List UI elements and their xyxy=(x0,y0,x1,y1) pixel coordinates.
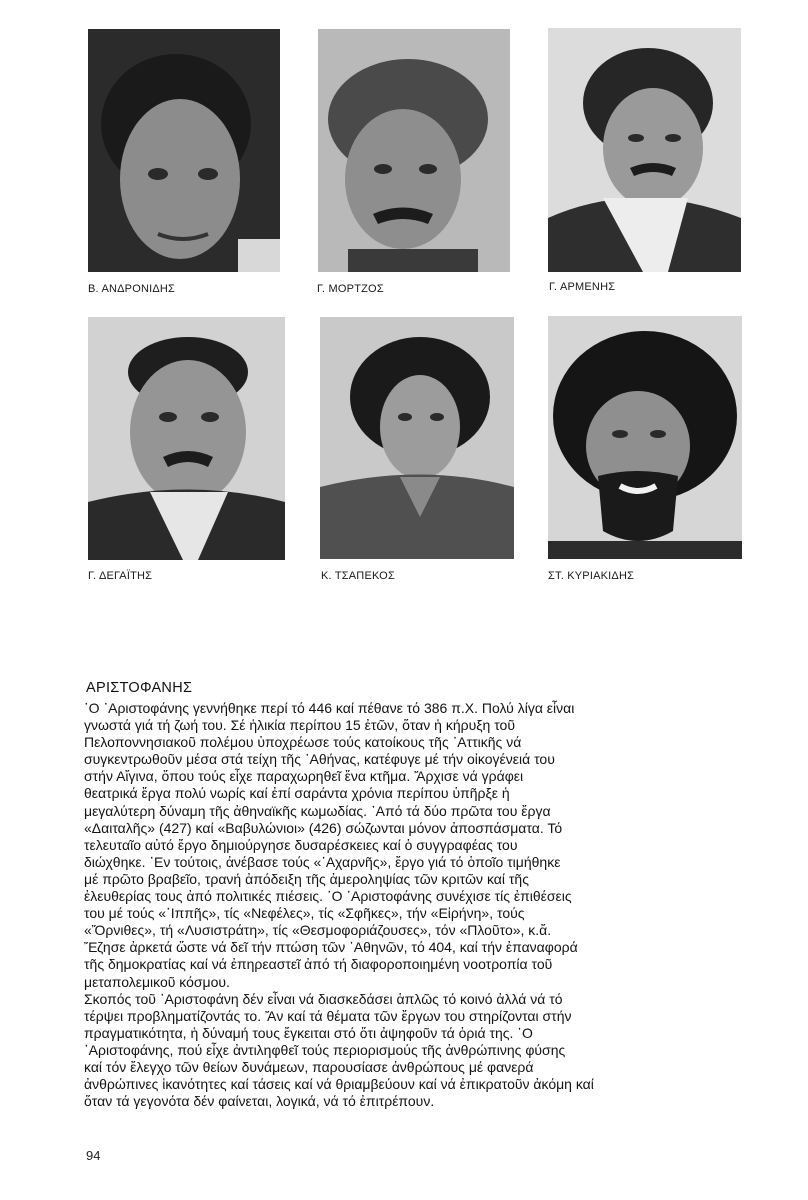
body-line: «Δαιταλῆς» (427) καί «Βαβυλώνιοι» (426) σώζωνται μόνον ἀποσπάσματα. Τό xyxy=(84,819,563,836)
body-line: τέρψει προβληματίζοντάς το. Ἄν καί τά θέματα τῶν ἔργων του στηρίζονται στήν xyxy=(84,1007,572,1024)
body-line: διώχθηκε. ᾿Εν τούτοις, ἀνέβασε τούς «᾿Αχαρνῆς», ἔργο γιά τό ὁποῖο τιμήθηκε xyxy=(84,853,561,870)
article-heading: ΑΡΙΣΤΟΦΑΝΗΣ xyxy=(86,680,193,696)
portrait-photo-tsapekos xyxy=(320,317,514,559)
portrait-photo-armenis xyxy=(548,28,741,272)
body-line: πραγματικότητα, ἡ δύναμή τους ἔγκειται στό ὅτι ἀψηφοῦν τά ὁριά της. ῾Ο xyxy=(84,1024,533,1041)
body-line: «Ὄρνιθες», τή «Λυσιστράτη», τίς «Θεσμοφοριάζουσες», τόν «Πλοῦτο», κ.ἄ. xyxy=(84,922,552,939)
portrait-photo-androni xyxy=(88,29,280,272)
article-body xyxy=(84,700,744,1110)
body-line: μεταπολεμικοῦ κόσμου. xyxy=(84,973,230,990)
body-line: συγκεντρωθοῦν μέσα στά τείχη τῆς ᾿Αθήνας, κατέφυγε μέ τήν οἰκογένειά του xyxy=(84,751,555,768)
body-line: τελευταῖο αὐτό ἔργο δημιούργησε δυσαρέσκειες καί ὁ συγγραφέας του xyxy=(84,836,518,853)
portrait-caption: Γ. ΔΕΓΑΪΤΗΣ xyxy=(88,570,153,582)
portrait-caption: Γ. ΜΟΡΤΖΟΣ xyxy=(317,283,384,295)
body-line: Σκοπός τοῦ ᾿Αριστοφάνη δέν εἶναι νά διασκεδάσει ἁπλῶς τό κοινό ἀλλά νά τό xyxy=(84,990,563,1007)
body-line: ἀνθρώπινες ἱκανότητες καί τάσεις καί νά θριαμβεύουν καί νά ἐπικρατοῦν ἀκόμη καί xyxy=(84,1076,594,1093)
body-line: ἐλευθερίας τους ἀπό πολιτικές πιέσεις. ῾Ο ᾿Αριστοφάνης συνέχισε τίς ἐπιθέσεις xyxy=(84,888,572,905)
body-line: ᾿Αριστοφάνης, πού εἶχε ἀντιληφθεῖ τούς περιορισμούς τῆς ἀνθρώπινης φύσης xyxy=(84,1041,566,1058)
portrait-photo-graphic xyxy=(88,29,280,272)
body-line: μεγαλύτερη δύναμη τῆς ἀθηναϊκῆς κωμωδίας. ᾿Από τά δύο πρῶτα του ἔργα xyxy=(84,802,551,819)
body-line: Ἔζησε ἀρκετά ὥστε νά δεῖ τήν πτώση τῶν ᾿Αθηνῶν, τό 404, καί τήν ἐπαναφορά xyxy=(84,939,578,956)
portrait-photo-graphic xyxy=(318,29,510,272)
portrait-photo-mortzos xyxy=(318,29,510,272)
portrait-caption: ΣΤ. ΚΥΡΙΑΚΙΔΗΣ xyxy=(548,570,635,582)
body-line: καί τόν ἔλεγχο τῶν θείων δυνάμεων, παρουσίασε ἀνθρώπους μέ φανερά xyxy=(84,1058,534,1075)
body-line: τῆς δημοκρατίας καί νά ἐπηρεαστεῖ ἀπό τή διαφοροποιημένη νοοτροπία τοῦ xyxy=(84,956,553,973)
body-line: μέ πρῶτο βραβεῖο, τρανή ἀπόδειξη τῆς ἀμεροληψίας τῶν κριτῶν καί τῆς xyxy=(84,870,529,887)
portrait-photo-kyriakidis xyxy=(548,316,742,559)
portrait-photo-degaitis xyxy=(88,317,285,560)
body-line: ὅταν τά γεγονότα δέν φαίνεται, λογικά, νά τό ἐπιτρέπουν. xyxy=(84,1093,435,1110)
portrait-photo-graphic xyxy=(88,317,285,560)
portrait-photo-graphic xyxy=(548,28,741,272)
body-line: του μέ τούς «῾Ιππῆς», τίς «Νεφέλες», τίς «Σφῆκες», τήν «Εἰρήνη», τούς xyxy=(84,905,525,922)
body-line: ῾Ο ᾿Αριστοφάνης γεννήθηκε περί τό 446 καί πέθανε τό 386 π.Χ. Πολύ λίγα εἶναι xyxy=(84,700,575,716)
portrait-photo-graphic xyxy=(548,316,742,559)
page-number: 94 xyxy=(86,1148,101,1163)
portrait-caption: Γ. ΑΡΜΕΝΗΣ xyxy=(549,281,616,293)
body-line: στήν Αἴγινα, ὅπου τούς εἶχε παραχωρηθεῖ ἕνα κτῆμα. Ἄρχισε νά γράφει xyxy=(84,768,524,785)
portrait-caption: Β. ΑΝΔΡΟΝΙΔΗΣ xyxy=(88,283,176,295)
body-line: Πελοποννησιακοῦ πολέμου ὑποχρέωσε τούς κατοίκους τῆς ᾿Αττικῆς νά xyxy=(84,734,522,751)
portrait-photo-graphic xyxy=(320,317,514,559)
body-line: θεατρικά ἔργα πολύ νωρίς καί ἐπί σαράντα χρόνια περίπου ὑπῆρξε ἡ xyxy=(84,785,510,802)
portrait-caption: Κ. ΤΣΑΠΕΚΟΣ xyxy=(321,570,395,582)
body-line: γνωστά γιά τή ζωή του. Σέ ἡλικία περίπου 15 ἐτῶν, ὅταν ἡ κήρυξη τοῦ xyxy=(84,717,515,734)
